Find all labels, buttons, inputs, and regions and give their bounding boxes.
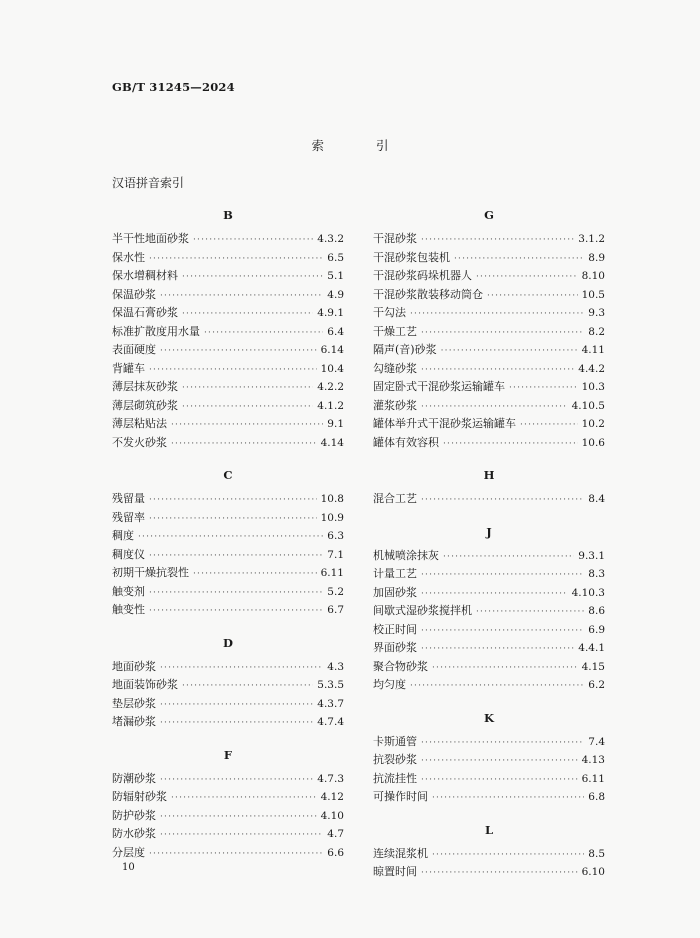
index-entry xyxy=(373,676,605,695)
page-number: 10 xyxy=(122,862,135,873)
index-entry xyxy=(112,267,344,286)
index-term: 地面砂浆 xyxy=(112,659,156,673)
section-letter: L xyxy=(484,822,494,837)
index-subtitle: 汉语拼音索引 xyxy=(112,176,185,190)
leader-dots xyxy=(149,510,317,529)
index-entry xyxy=(112,378,344,397)
leader-dots xyxy=(160,342,317,361)
leader-dots xyxy=(421,640,574,659)
leader-dots xyxy=(182,305,313,324)
clause-reference: 10.6 xyxy=(581,436,605,449)
leader-dots xyxy=(476,268,578,287)
index-entry xyxy=(112,341,344,360)
index-term: 均匀度 xyxy=(373,678,406,691)
leader-dots xyxy=(204,324,323,343)
leader-dots xyxy=(182,677,313,696)
index-term: 触变剂 xyxy=(112,584,145,598)
index-column-left xyxy=(112,204,344,862)
index-entry xyxy=(373,397,605,416)
clause-reference: 4.4.1 xyxy=(578,642,605,654)
index-term: 抗裂砂浆 xyxy=(373,753,417,766)
clause-reference: 5.1 xyxy=(327,270,344,282)
index-entry xyxy=(373,360,605,379)
index-entry xyxy=(112,844,344,863)
clause-reference: 6.11 xyxy=(320,567,344,579)
index-entry xyxy=(373,267,605,286)
index-entry xyxy=(112,490,344,509)
leader-dots xyxy=(421,324,584,343)
index-term: 薄层砌筑砂浆 xyxy=(112,398,178,412)
leader-dots xyxy=(149,250,323,269)
clause-reference: 4.4.2 xyxy=(578,362,605,375)
leader-dots xyxy=(421,585,568,604)
index-term: 固定卧式干混砂浆运输罐车 xyxy=(373,380,505,393)
index-term: 干混砂浆码垛机器人 xyxy=(373,269,472,282)
index-term: 罐体举升式干混砂浆运输罐车 xyxy=(373,417,516,430)
clause-reference: 6.6 xyxy=(327,846,344,859)
index-entry xyxy=(373,341,605,360)
index-entry xyxy=(373,639,605,658)
index-entry xyxy=(373,286,605,305)
clause-reference: 6.9 xyxy=(588,623,605,636)
index-entry xyxy=(373,323,605,342)
clause-reference: 4.2.2 xyxy=(317,381,344,393)
index-entry xyxy=(112,286,344,305)
clause-reference: 4.9.1 xyxy=(317,307,344,319)
index-term: 初期干燥抗裂性 xyxy=(112,566,189,579)
index-entry xyxy=(373,565,605,584)
index-section xyxy=(112,632,344,732)
index-term: 表面硬度 xyxy=(112,343,156,356)
index-term: 防辐射砂浆 xyxy=(112,790,167,803)
index-term: 触变性 xyxy=(112,603,145,616)
leader-dots xyxy=(432,659,578,678)
index-section xyxy=(373,819,605,882)
index-term: 界面砂浆 xyxy=(373,641,417,654)
index-term: 干混砂浆 xyxy=(373,232,417,245)
clause-reference: 10.5 xyxy=(581,288,605,301)
clause-reference: 4.7.4 xyxy=(317,716,344,728)
index-entry xyxy=(373,602,605,621)
index-entry xyxy=(112,658,344,677)
clause-reference: 4.14 xyxy=(320,436,344,449)
clause-reference: 6.7 xyxy=(327,604,344,616)
index-column-right xyxy=(373,204,605,882)
index-entry xyxy=(112,397,344,416)
index-entry xyxy=(373,621,605,640)
leader-dots xyxy=(160,826,323,845)
leader-dots xyxy=(160,696,313,715)
clause-reference: 8.2 xyxy=(588,325,605,338)
index-term: 晾置时间 xyxy=(373,865,417,878)
leader-dots xyxy=(421,771,578,790)
clause-reference: 10.4 xyxy=(320,362,344,375)
clause-reference: 8.4 xyxy=(588,493,605,505)
clause-reference: 4.10.5 xyxy=(571,399,605,412)
index-entry xyxy=(373,434,605,453)
index-entry xyxy=(112,304,344,323)
index-term: 混合工艺 xyxy=(373,492,417,505)
clause-reference: 6.2 xyxy=(588,679,605,691)
index-term: 地面装饰砂浆 xyxy=(112,678,178,691)
clause-reference: 4.10 xyxy=(320,809,344,822)
index-term: 罐体有效容积 xyxy=(373,435,439,449)
index-entry xyxy=(112,676,344,695)
section-letter: D xyxy=(223,635,233,650)
index-term: 聚合物砂浆 xyxy=(373,659,428,673)
index-entry xyxy=(373,658,605,677)
index-entry xyxy=(373,304,605,323)
clause-reference: 4.7.3 xyxy=(317,772,344,785)
index-section xyxy=(373,204,605,452)
leader-dots xyxy=(149,491,317,510)
index-term: 校正时间 xyxy=(373,622,417,636)
index-term: 保水增稠材料 xyxy=(112,269,178,282)
leader-dots xyxy=(441,342,578,361)
index-term: 机械喷涂抹灰 xyxy=(373,548,439,562)
clause-reference: 8.10 xyxy=(581,270,605,282)
index-entry xyxy=(373,584,605,603)
standard-code: GB/T 31245—2024 xyxy=(112,80,235,94)
leader-dots xyxy=(421,752,578,771)
leader-dots xyxy=(171,789,317,808)
index-term: 连续混浆机 xyxy=(373,846,428,860)
leader-dots xyxy=(421,361,574,380)
index-entry xyxy=(112,564,344,583)
clause-reference: 6.8 xyxy=(588,791,605,803)
index-term: 不发火砂浆 xyxy=(112,435,167,449)
index-entry xyxy=(373,415,605,434)
index-section xyxy=(373,521,605,695)
leader-dots xyxy=(487,287,578,306)
index-term: 卡斯通管 xyxy=(373,734,417,748)
clause-reference: 4.13 xyxy=(581,754,605,766)
clause-reference: 10.3 xyxy=(581,381,605,393)
clause-reference: 4.1.2 xyxy=(317,399,344,412)
clause-reference: 4.10.3 xyxy=(571,586,605,599)
leader-dots xyxy=(149,361,317,380)
clause-reference: 6.10 xyxy=(581,866,605,878)
leader-dots xyxy=(476,603,584,622)
index-term: 勾缝砂浆 xyxy=(373,361,417,375)
clause-reference: 8.3 xyxy=(588,568,605,580)
clause-reference: 4.11 xyxy=(581,344,605,356)
section-letter: G xyxy=(484,208,494,222)
index-entry xyxy=(112,230,344,249)
clause-reference: 6.3 xyxy=(327,530,344,542)
section-letter: J xyxy=(486,524,492,539)
leader-dots xyxy=(160,714,313,733)
index-term: 干混砂浆包装机 xyxy=(373,250,450,264)
index-entry xyxy=(373,733,605,752)
leader-dots xyxy=(149,602,323,621)
index-term: 稠度仪 xyxy=(112,547,145,561)
index-term: 干燥工艺 xyxy=(373,324,417,338)
index-entry xyxy=(112,583,344,602)
index-term: 防水砂浆 xyxy=(112,827,156,840)
leader-dots xyxy=(138,528,323,547)
index-entry xyxy=(373,249,605,268)
leader-dots xyxy=(160,287,323,306)
leader-dots xyxy=(182,379,313,398)
index-entry xyxy=(112,527,344,546)
index-entry xyxy=(373,770,605,789)
index-entry xyxy=(112,509,344,528)
index-entry xyxy=(112,770,344,789)
leader-dots xyxy=(410,305,584,324)
leader-dots xyxy=(421,231,574,250)
leader-dots xyxy=(454,250,584,269)
clause-reference: 8.6 xyxy=(588,605,605,617)
index-entry xyxy=(373,863,605,882)
leader-dots xyxy=(182,268,323,287)
clause-reference: 4.7 xyxy=(327,828,344,840)
clause-reference: 7.1 xyxy=(327,548,344,561)
index-entry xyxy=(373,788,605,807)
clause-reference: 8.9 xyxy=(588,251,605,264)
clause-reference: 5.2 xyxy=(327,585,344,598)
index-term: 薄层抹灰砂浆 xyxy=(112,380,178,393)
index-term: 可操作时间 xyxy=(373,790,428,803)
clause-reference: 6.11 xyxy=(581,772,605,785)
clause-reference: 6.14 xyxy=(320,344,344,356)
index-term: 背罐车 xyxy=(112,361,145,375)
clause-reference: 6.4 xyxy=(327,325,344,338)
clause-reference: 4.15 xyxy=(581,660,605,673)
clause-reference: 10.8 xyxy=(320,493,344,505)
index-section xyxy=(112,204,344,452)
clause-reference: 7.4 xyxy=(588,735,605,748)
index-entry xyxy=(112,807,344,826)
clause-reference: 5.3.5 xyxy=(317,679,344,691)
index-term: 标准扩散度用水量 xyxy=(112,324,200,338)
index-term: 保温砂浆 xyxy=(112,287,156,301)
index-section xyxy=(373,464,605,509)
leader-dots xyxy=(193,565,317,584)
index-entry xyxy=(112,323,344,342)
leader-dots xyxy=(171,435,317,454)
leader-dots xyxy=(421,491,584,510)
index-term: 保温石膏砂浆 xyxy=(112,306,178,319)
index-term: 干混砂浆散装移动筒仓 xyxy=(373,287,483,301)
section-letter: K xyxy=(484,710,494,725)
section-letter: B xyxy=(223,208,233,222)
leader-dots xyxy=(160,659,323,678)
clause-reference: 10.9 xyxy=(320,511,344,524)
index-term: 薄层粘贴法 xyxy=(112,417,167,430)
index-entry xyxy=(112,249,344,268)
leader-dots xyxy=(182,398,313,417)
clause-reference: 10.2 xyxy=(581,418,605,430)
index-term: 残留率 xyxy=(112,510,145,524)
index-entry xyxy=(373,547,605,566)
index-entry xyxy=(112,415,344,434)
leader-dots xyxy=(149,584,323,603)
index-section xyxy=(112,464,344,620)
index-entry xyxy=(112,546,344,565)
section-letter: F xyxy=(223,747,233,762)
section-letter: H xyxy=(483,468,495,482)
leader-dots xyxy=(443,548,574,567)
clause-reference: 4.3.2 xyxy=(317,233,344,245)
leader-dots xyxy=(432,846,584,865)
index-entry xyxy=(373,845,605,864)
clause-reference: 4.3.7 xyxy=(317,697,344,710)
index-section xyxy=(373,707,605,807)
index-term: 堵漏砂浆 xyxy=(112,715,156,728)
index-term: 灌浆砂浆 xyxy=(373,398,417,412)
index-term: 防护砂浆 xyxy=(112,808,156,822)
leader-dots xyxy=(410,677,584,696)
index-term: 防潮砂浆 xyxy=(112,771,156,785)
index-term: 加固砂浆 xyxy=(373,585,417,599)
index-entry xyxy=(112,360,344,379)
index-entry xyxy=(373,230,605,249)
index-term: 干勾法 xyxy=(373,306,406,319)
leader-dots xyxy=(171,416,323,435)
index-entry xyxy=(112,601,344,620)
clause-reference: 6.5 xyxy=(327,251,344,264)
leader-dots xyxy=(149,845,323,864)
clause-reference: 9.3 xyxy=(588,307,605,319)
index-entry xyxy=(373,751,605,770)
index-entry xyxy=(373,490,605,509)
index-term: 垫层砂浆 xyxy=(112,696,156,710)
leader-dots xyxy=(421,622,584,641)
index-term: 半干性地面砂浆 xyxy=(112,232,189,245)
clause-reference: 8.5 xyxy=(588,847,605,860)
index-entry xyxy=(112,695,344,714)
index-term: 间歇式湿砂浆搅拌机 xyxy=(373,604,472,617)
leader-dots xyxy=(149,547,323,566)
clause-reference: 9.3.1 xyxy=(578,549,605,562)
index-entry xyxy=(112,788,344,807)
leader-dots xyxy=(160,771,313,790)
index-term: 隔声(音)砂浆 xyxy=(373,343,437,356)
leader-dots xyxy=(160,808,317,827)
page-title: 索引 xyxy=(311,138,441,153)
clause-reference: 3.1.2 xyxy=(578,233,605,245)
clause-reference: 4.9 xyxy=(327,288,344,301)
leader-dots xyxy=(193,231,313,250)
leader-dots xyxy=(432,789,584,808)
clause-reference: 4.12 xyxy=(320,791,344,803)
index-term: 保水性 xyxy=(112,250,145,264)
index-term: 分层度 xyxy=(112,845,145,859)
index-term: 残留量 xyxy=(112,492,145,505)
leader-dots xyxy=(421,566,584,585)
clause-reference: 9.1 xyxy=(327,418,344,430)
index-entry xyxy=(112,825,344,844)
index-term: 稠度 xyxy=(112,529,134,542)
index-term: 抗流挂性 xyxy=(373,771,417,785)
section-letter: C xyxy=(223,468,233,482)
index-entry xyxy=(112,434,344,453)
leader-dots xyxy=(509,379,578,398)
clause-reference: 4.3 xyxy=(327,660,344,673)
index-entry xyxy=(112,713,344,732)
leader-dots xyxy=(520,416,578,435)
index-entry xyxy=(373,378,605,397)
leader-dots xyxy=(421,734,584,753)
leader-dots xyxy=(421,864,578,883)
leader-dots xyxy=(443,435,578,454)
index-section xyxy=(112,744,344,863)
index-term: 计量工艺 xyxy=(373,567,417,580)
leader-dots xyxy=(421,398,568,417)
